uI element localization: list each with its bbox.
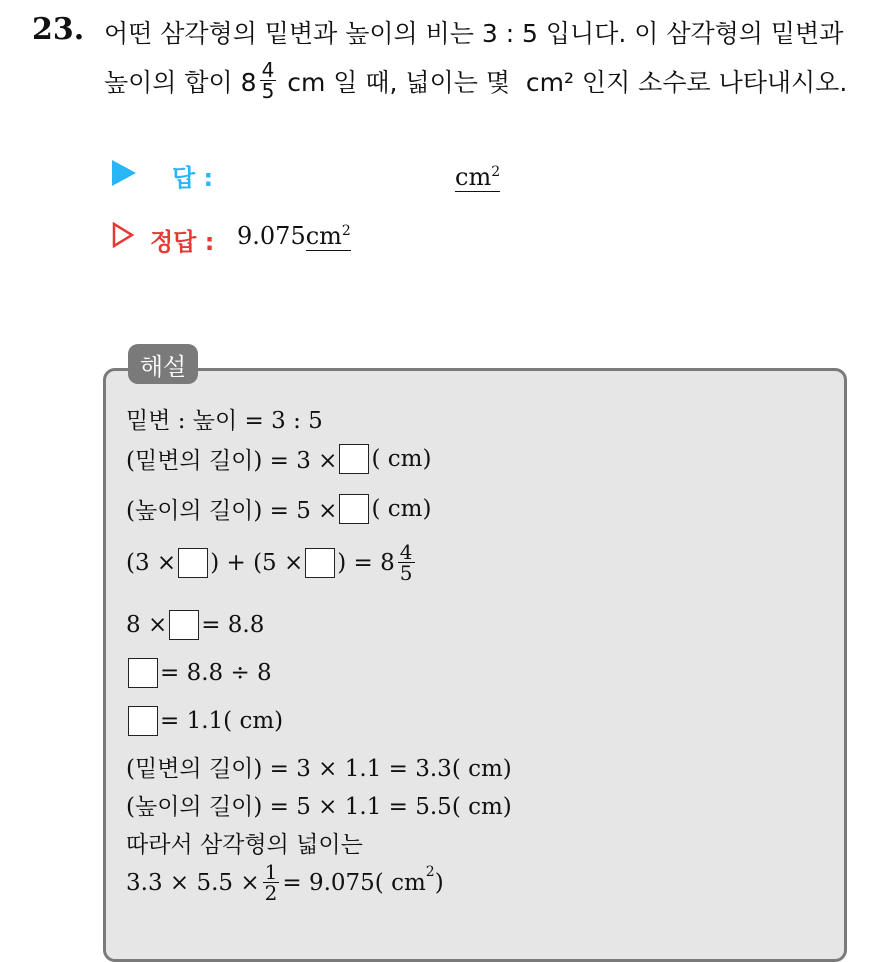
question-line-2-post: cm 일 때, 넓이는 몇 cm² 인지 소수로 나타내시오. <box>279 67 848 97</box>
correct-value: 9.075 <box>237 222 306 250</box>
fraction-denominator: 5 <box>399 561 413 585</box>
explanation-line-8: (밑변의 길이) = 3 × 1.1 = 3.3( cm) <box>126 756 512 782</box>
fraction-denominator: 2 <box>264 881 278 905</box>
explanation-line-5-post: = 8.8 <box>201 612 265 638</box>
mixed-fraction <box>260 60 277 101</box>
explanation-line-7-post: = 1.1( cm) <box>160 708 284 734</box>
fraction-numerator: 4 <box>399 540 413 564</box>
correct-unit-wrap <box>306 222 351 251</box>
explanation-line-4 <box>126 542 418 583</box>
explanation-tab: 해설 <box>128 344 198 384</box>
explanation-line-11-close: ) <box>434 869 444 896</box>
blank-box <box>339 444 369 474</box>
explanation-line-2-post: ( cm) <box>371 445 432 472</box>
question-line-2-pre: 높이의 합이 8 <box>104 67 257 97</box>
fraction-denominator: 5 <box>261 79 275 103</box>
correct-unit-sup: 2 <box>341 223 351 239</box>
question-line-1: 어떤 삼각형의 밑변과 높이의 비는 3 : 5 입니다. 이 삼각형의 밑변과 <box>104 19 844 48</box>
explanation-line-4-b: ) + (5 × <box>210 549 304 576</box>
answer-unit: cm <box>455 163 492 191</box>
blank-box <box>128 658 158 688</box>
answer-play-icon <box>112 160 136 186</box>
fraction <box>263 862 280 903</box>
explanation-line-5-pre: 8 × <box>126 612 168 638</box>
explanation-line-4-c: ) = 8 <box>337 549 395 576</box>
explanation-line-2-pre: (밑변의 길이) = 3 × <box>126 448 338 474</box>
blank-box <box>305 548 335 578</box>
explanation-line-3-pre: (높이의 길이) = 5 × <box>126 498 338 524</box>
explanation-line-6-post: = 8.8 ÷ 8 <box>160 660 272 686</box>
explanation-line-11-post: = 9.075( cm <box>282 869 426 896</box>
correct-unit: cm <box>305 222 342 250</box>
correct-value-row <box>237 222 351 250</box>
explanation-line-4-a: (3 × <box>126 549 177 576</box>
explanation-line-11-sup: 2 <box>425 864 435 880</box>
explanation-line-10: 따라서 삼각형의 넓이는 <box>126 832 363 858</box>
question-number: 23. <box>32 12 85 47</box>
explanation-line-2 <box>126 442 431 475</box>
explanation-line-5 <box>126 610 264 640</box>
explanation-line-9: (높이의 길이) = 5 × 1.1 = 5.5( cm) <box>126 794 512 820</box>
question-line-2 <box>104 60 847 101</box>
correct-label: 정답 : <box>150 228 215 256</box>
correct-arrow-icon <box>112 222 134 248</box>
mixed-fraction <box>398 542 415 583</box>
explanation-line-3-post: ( cm) <box>371 495 432 522</box>
blank-box <box>178 548 208 578</box>
explanation-line-11 <box>126 862 444 903</box>
answer-blank-unit[interactable] <box>455 158 500 192</box>
explanation-line-6 <box>126 658 272 688</box>
answer-unit-sup: 2 <box>491 164 501 180</box>
explanation-line-7 <box>126 706 283 736</box>
blank-box <box>339 494 369 524</box>
blank-box <box>169 610 199 640</box>
explanation-line-3 <box>126 492 431 525</box>
explanation-line-1: 밑변 : 높이 = 3 : 5 <box>126 408 323 434</box>
fraction-numerator: 4 <box>261 58 275 82</box>
explanation-line-11-pre: 3.3 × 5.5 × <box>126 869 260 896</box>
blank-box <box>128 706 158 736</box>
answer-label: 답 : <box>172 164 214 192</box>
fraction-numerator: 1 <box>264 860 278 884</box>
